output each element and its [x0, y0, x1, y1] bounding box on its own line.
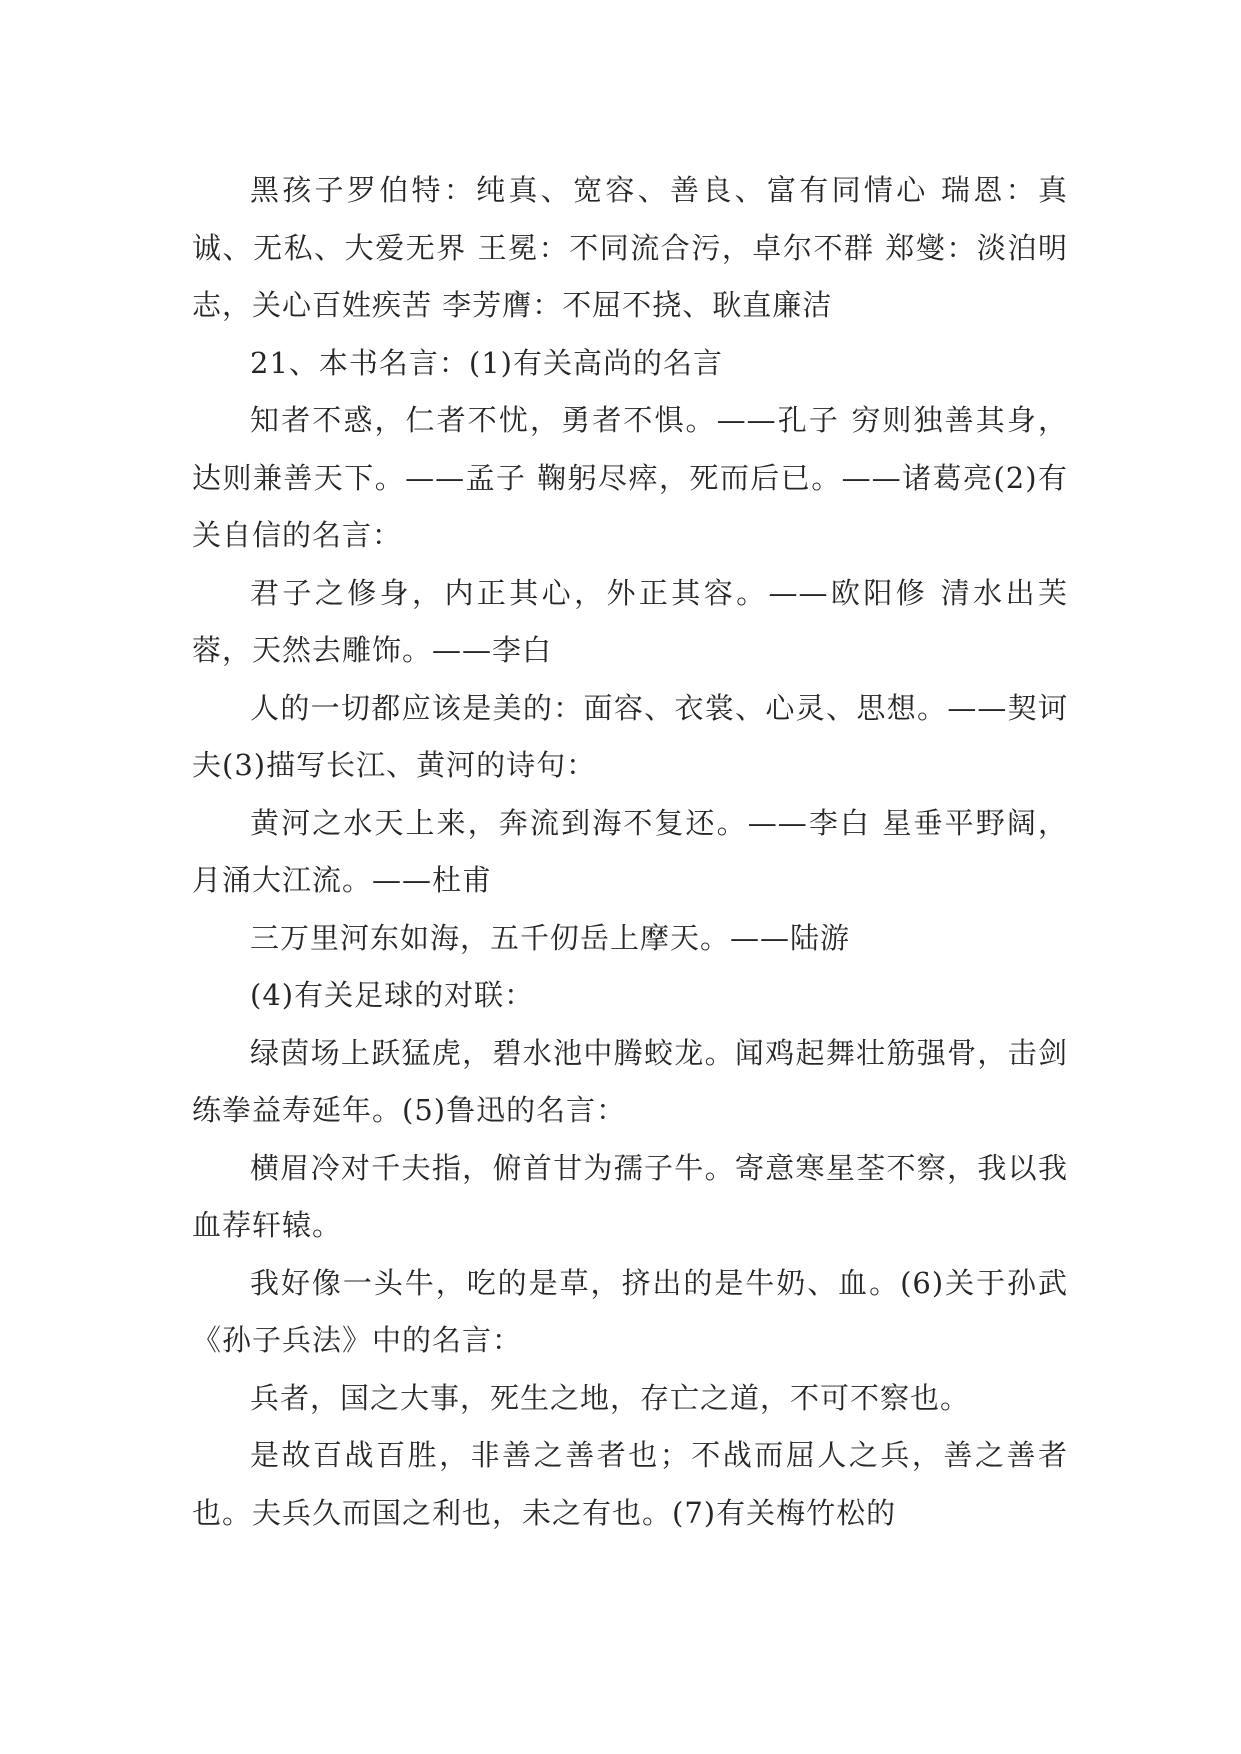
paragraph-section-21: 21、本书名言：(1)有关高尚的名言 — [250, 345, 723, 380]
paragraph-chekhov-quote: 人的一切都应该是美的：面容、衣裳、心灵、思想。——契诃夫(3)描写长江、黄河的诗句： — [192, 690, 1068, 782]
paragraph-luxun-quote-1: 横眉冷对千夫指，俯首甘为孺子牛。寄意寒星荃不察，我以我血荐轩辕。 — [192, 1150, 1068, 1242]
paragraph-football-heading: (4)有关足球的对联： — [250, 978, 535, 1012]
paragraph-confidence-quotes: 君子之修身，内正其心，外正其容。——欧阳修 清水出芙蓉，天然去雕饰。——李白 — [192, 575, 1068, 667]
paragraph-characters: 黑孩子罗伯特：纯真、宽容、善良、富有同情心 瑞恩：真诚、无私、大爱无界 王冕：不同流合污，卓尔不群 郑燮：淡泊明志，关心百姓疾苦 李芳膺：不屈不挠、耿直廉洁 — [192, 173, 1068, 322]
document-body — [192, 162, 1068, 1542]
paragraph-football-couplet: 绿茵场上跃猛虎，碧水池中腾蛟龙。闻鸡起舞壮筋强骨，击剑练拳益寿延年。(5)鲁迅的名言： — [192, 1035, 1068, 1127]
paragraph-river-poems: 黄河之水天上来，奔流到海不复还。——李白 星垂平野阔，月涌大江流。——杜甫 — [192, 805, 1068, 897]
paragraph-sunzi-quote-2: 是故百战百胜，非善之善者也；不战而屈人之兵，善之善者也。夫兵久而国之利也，未之有也。(7)有关梅竹松的 — [192, 1438, 1068, 1530]
paragraph-luxun-quote-2: 我好像一头牛，吃的是草，挤出的是牛奶、血。(6)关于孙武《孙子兵法》中的名言： — [192, 1265, 1068, 1357]
paragraph-noble-quotes: 知者不惑，仁者不忧，勇者不惧。——孔子 穷则独善其身，达则兼善天下。——孟子 鞠躬尽瘁，死而后已。——诸葛亮(2)有关自信的名言： — [192, 403, 1068, 552]
paragraph-luyou-poem: 三万里河东如海，五千仞岳上摩天。——陆游 — [250, 920, 851, 955]
paragraph-sunzi-quote-1: 兵者，国之大事，死生之地，存亡之道，不可不察也。 — [250, 1380, 971, 1415]
